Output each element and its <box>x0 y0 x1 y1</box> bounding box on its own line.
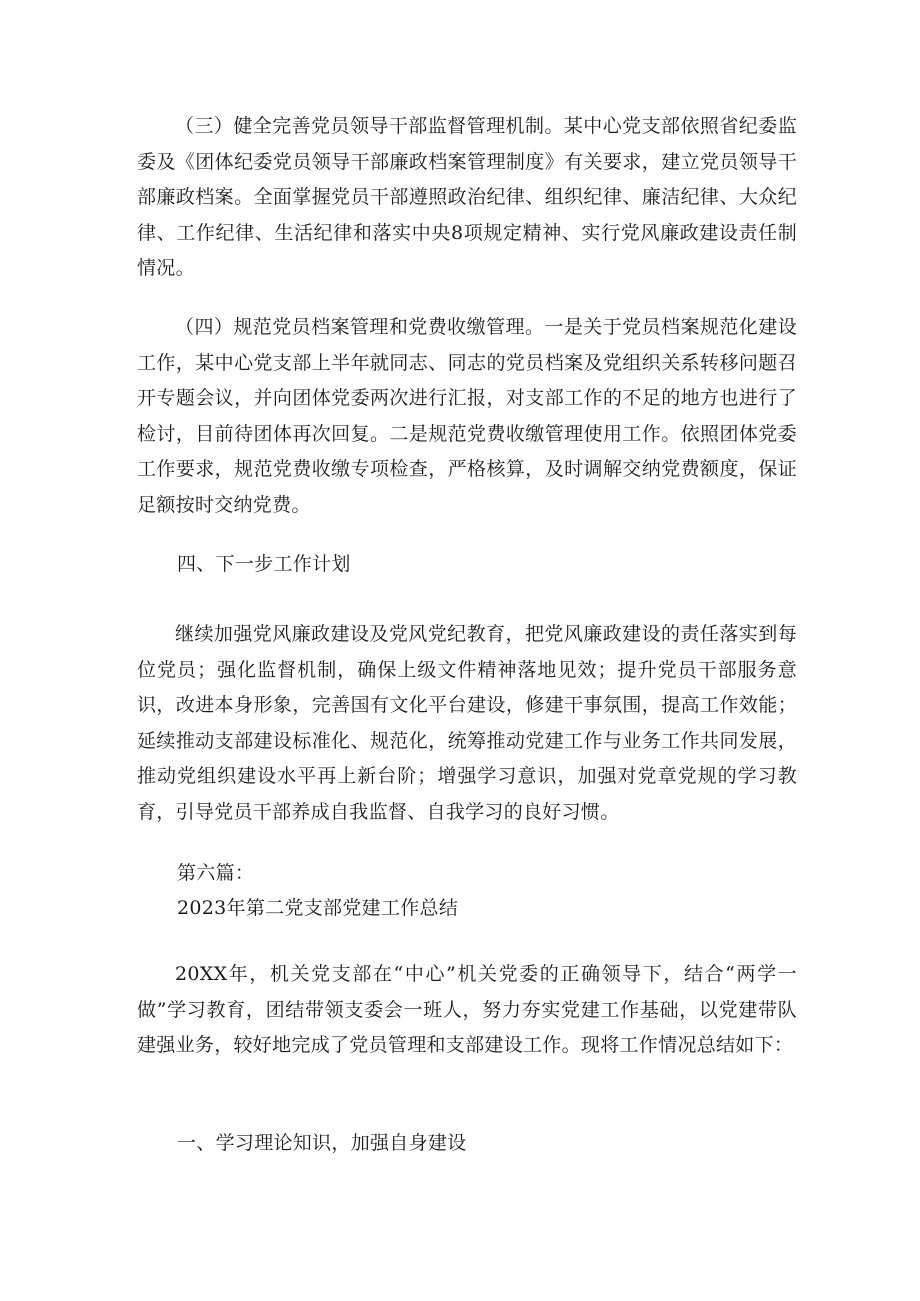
paragraph-archive-management: （四）规范党员档案管理和党费收缴管理。一是关于党员档案规范化建设工作，某中心党支部上半年就同志、同志的党员档案及党组织关系转移问题召开专题会议，并向团体党委两次进行汇报，对支部工作的不足的地方也进行了检讨，目前待团体再次回复。二是规范党费收缴管理使用工作。依照团体党委工作要求，规范党费收缴专项检查，严格核算，及时调解交纳党费额度，保证足额按时交纳党费。 <box>137 316 797 516</box>
chapter-label: 第六篇： <box>177 862 255 884</box>
chapter-title: 2023年第二党支部党建工作总结 <box>177 897 459 919</box>
paragraph-supervision-mechanism: （三）健全完善党员领导干部监督管理机制。某中心党支部依照省纪委监委及《团体纪委党员领导干部廉政档案管理制度》有关要求，建立党员领导干部廉政档案。全面掌握党员干部遵照政治纪律、组织纪律、廉洁纪律、大众纪律、工作纪律、生活纪律和落实中央8项规定精神、实行党风廉政建设责任制情况。 <box>137 115 797 279</box>
paragraph-next-plan: 继续加强党风廉政建设及党风党纪教育，把党风廉政建设的责任落实到每位党员；强化监督机制，确保上级文件精神落地见效；提升党员干部服务意识，改进本身形象，完善国有文化平台建设，修建干事氛围，提高工作效能；延续推动支部建设标准化、规范化，统筹推动党建工作与业务工作共同发展，推动党组织建设水平再上新台阶；增强学习意识，加强对党章党规的学习教育，引导党员干部养成自我监督、自我学习的良好习惯。 <box>137 623 797 823</box>
section-heading-theory-study: 一、学习理论知识，加强自身建设 <box>177 1132 467 1154</box>
section-heading-next-plan: 四、下一步工作计划 <box>177 553 351 575</box>
paragraph-summary-intro: 20XX年，机关党支部在“中心”机关党委的正确领导下，结合“两学一做”学习教育，团结带领支委会一班人，努力夯实党建工作基础，以党建带队建强业务，较好地完成了党员管理和支部建设工作。现将工作情况总结如下： <box>137 963 797 1056</box>
